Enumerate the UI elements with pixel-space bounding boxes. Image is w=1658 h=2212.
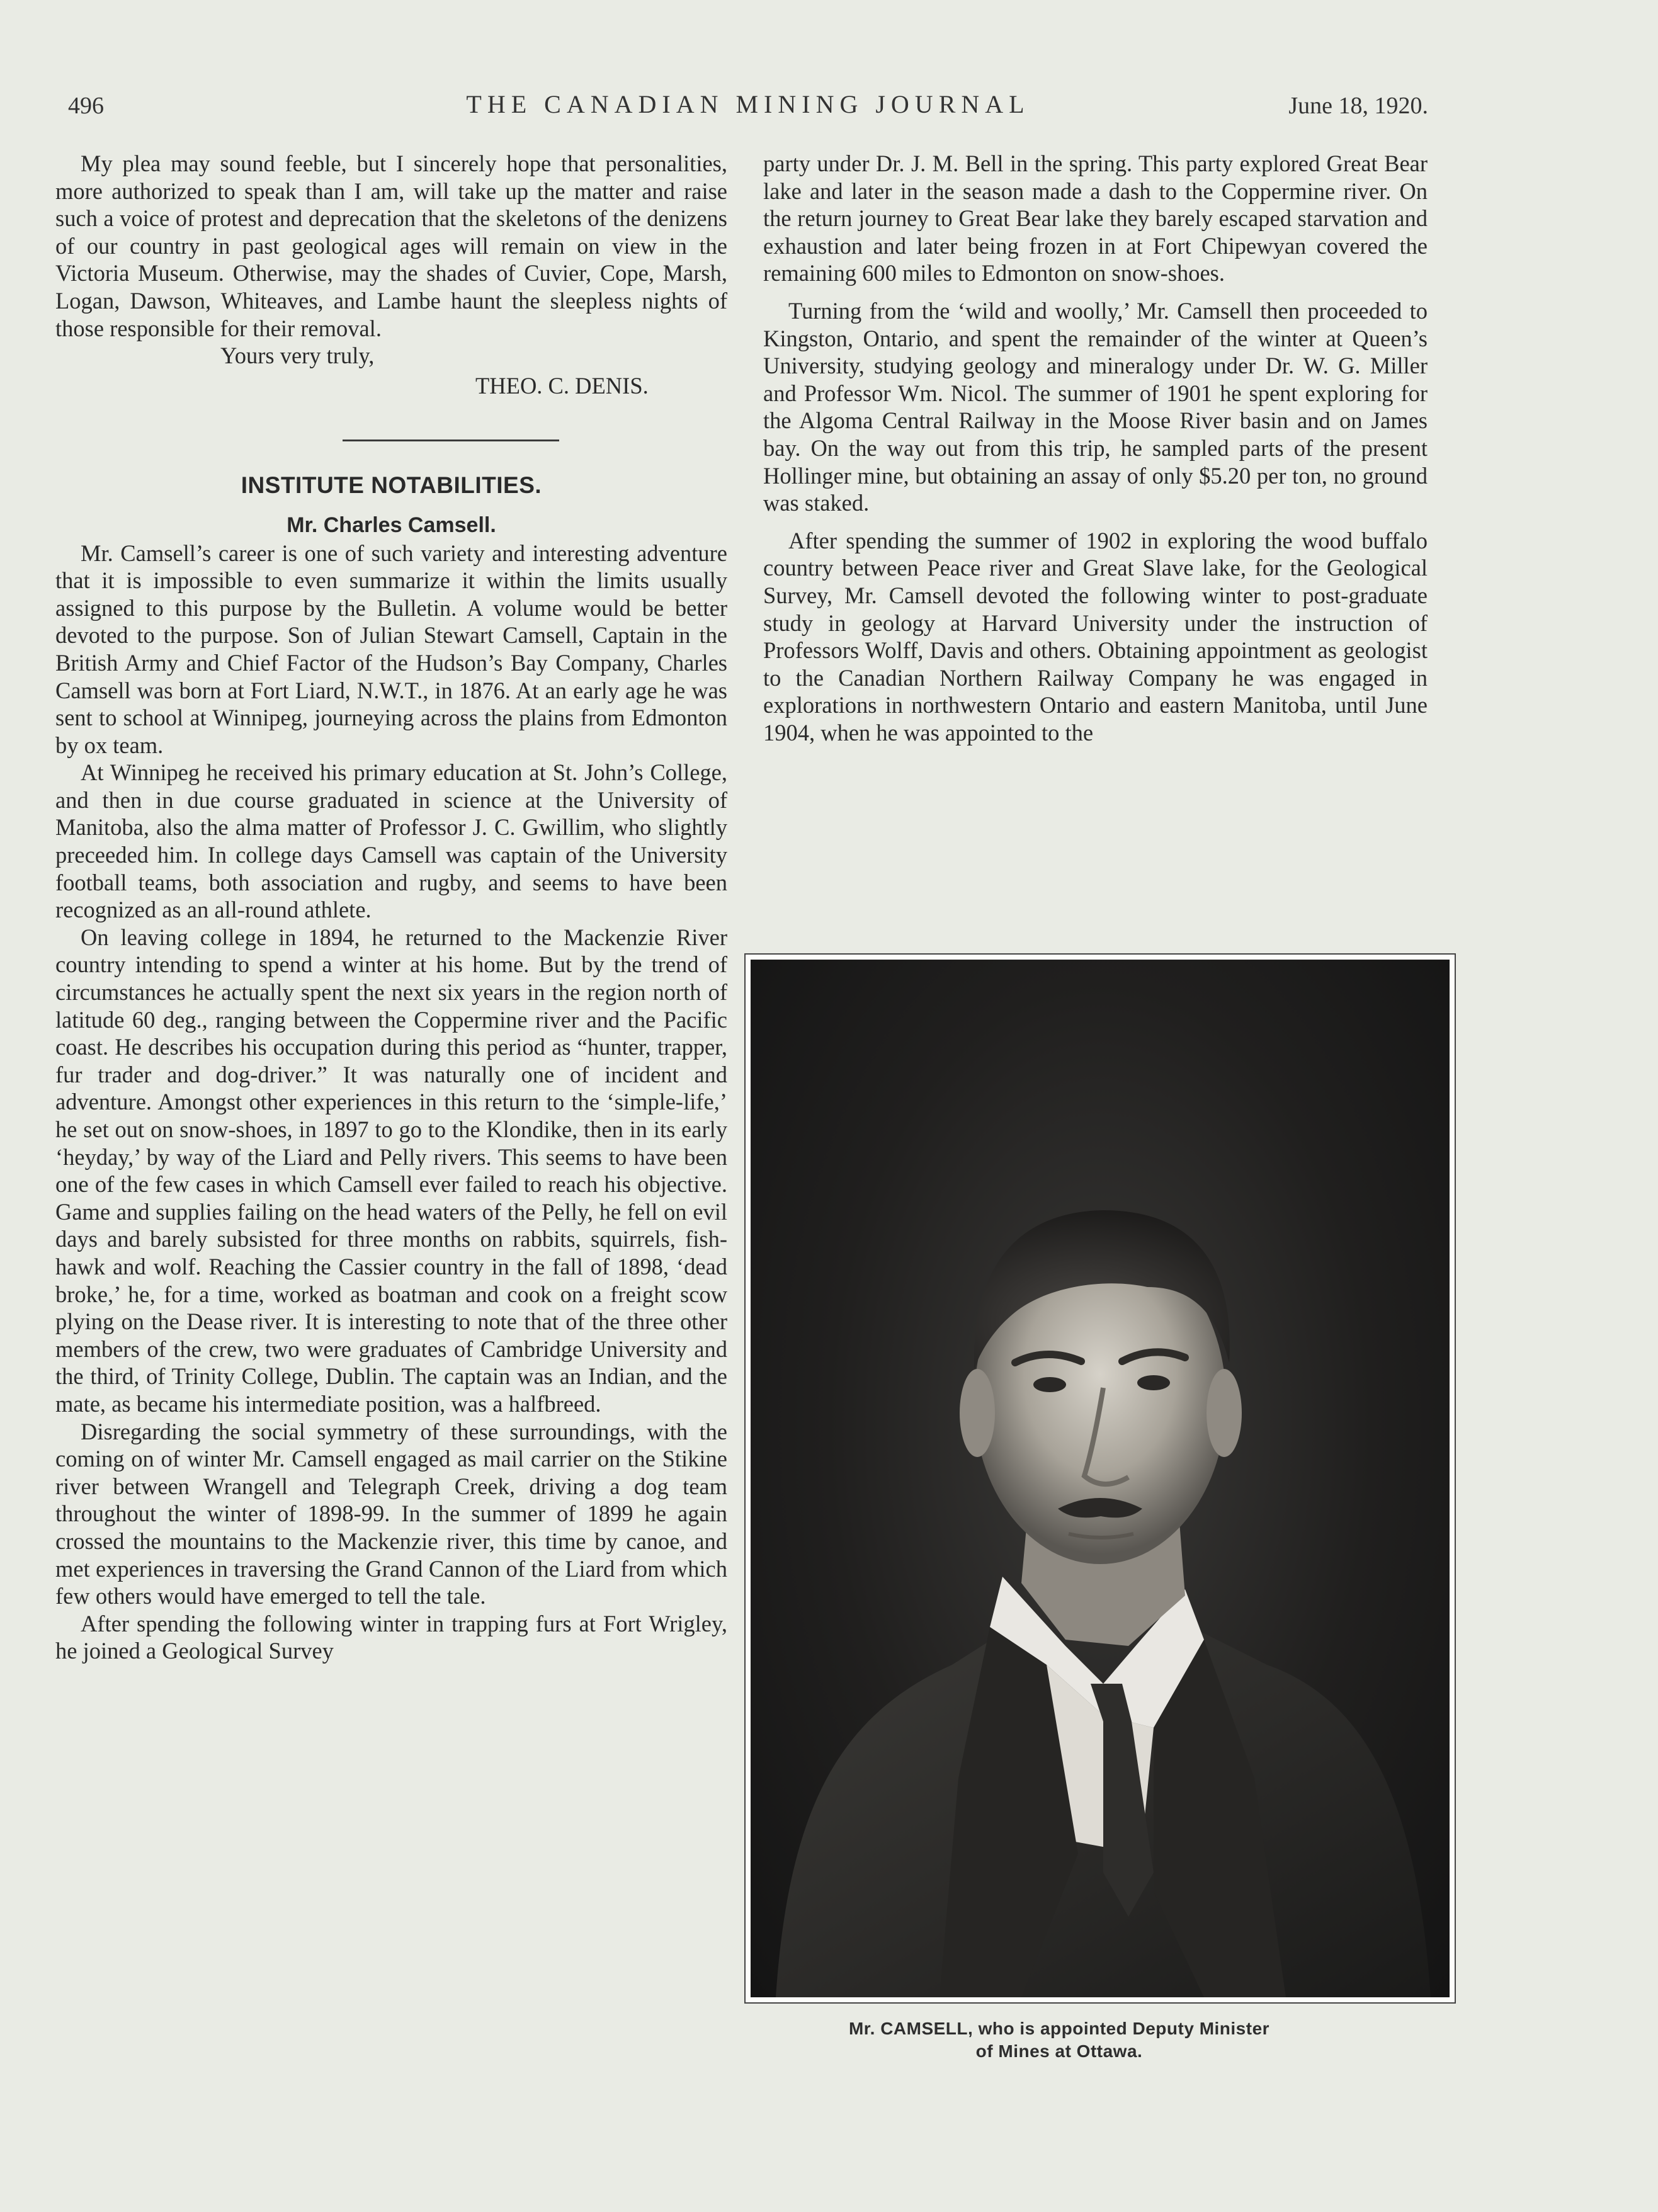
article-paragraph: Turning from the ‘wild and woolly,’ Mr. Camsell then proceeded to Kingston, Ontario, and spent the remainder of the winter at Queen’s University, studying geology and mineralogy under Dr. W. G. Miller and Professor Wm. Nicol. The summer of 1901 he spent exploring for the Algoma Central Railway in the Moose River basin and on James bay. On the way out from this trip, he sampled parts of the present Hollinger mine, but obtaining an assay of only $5.20 per ton, no ground was staked. xyxy=(763,297,1428,516)
article-subtitle: Mr. Charles Camsell. xyxy=(287,513,496,537)
article-paragraph: Disregarding the social symmetry of these surroundings, with the coming on of winter Mr. Camsell engaged as mail carrier on the Stikine river between Wrangell and Telegraph Creek, driving a dog team throughout the winter of 1898-99. In the summer of 1899 he again crossed the mountains to the Mackenzie river, this time by canoe, and met experiences in traversing the Grand Cannon of the Liard from which few others would have emerged to tell the tale. xyxy=(55,1418,727,1609)
letter-signature: THEO. C. DENIS. xyxy=(475,372,649,399)
caption-line: Mr. CAMSELL, who is appointed Deputy Minister xyxy=(848,2019,1270,2038)
article-paragraph: After spending the summer of 1902 in exploring the wood buffalo country between Peace river and Great Slave lake, for the Geological Survey, Mr. Camsell devoted the following winter to post-graduate study in geology at Harvard University under the instruction of Professors Wolff, Davis and others. Obtaining appointment as geologist to the Canadian Northern Railway Company he was engaged in explorations in northwestern Ontario and eastern Manitoba, until June 1904, when he was appointed to the xyxy=(763,527,1428,746)
caption-line: of Mines at Ottawa. xyxy=(975,2041,1143,2061)
article-paragraph: On leaving college in 1894, he returned to the Mackenzie River country intending to spend a winter at his home. But by the trend of circumstances he actually spent the next six years in the region north of latitude 60 deg., ranging between the Coppermine river and the Pacific coast. He describes his occupation during this period as “hunter, trapper, fur trader and dog-driver.” It was naturally one of incident and adventure. Amongst other experiences in this return to the ‘simple-life,’ he set out on snow-shoes, in 1897 to go to the Klondike, then in its early ‘heyday,’ by way of the Liard and Pelly rivers. This seems to have been one of the few cases in which Camsell ever failed to reach his objective. Game and supplies failing on the head waters of the Pelly, he fell on evil days and barely subsisted for three months on rabbits, squirrels, fish-hawk and wolf. Reaching the Cassier country in the fall of 1898, ‘dead broke,’ he, for a time, worked as boatman and cook on a freight scow plying on the Dease river. It is interesting to note that of the three other members of the crew, two were graduates of Cambridge University and the third, of Trinity College, Dublin. The captain was an Indian, and the mate, as became his intermediate position, was a halfbreed. xyxy=(55,924,727,1417)
article-paragraph: party under Dr. J. M. Bell in the spring. This party explored Great Bear lake and later in the season made a dash to the Coppermine river. On the return journey to Great Bear lake they barely escaped starvation and exhaustion and later being frozen in at Fort Chipewyan covered the remaining 600 miles to Edmonton on snow-shoes. xyxy=(763,150,1428,286)
portrait-photo xyxy=(751,960,1450,1997)
page-number: 496 xyxy=(68,93,104,119)
issue-date: June 18, 1920. xyxy=(1288,93,1428,119)
portrait-photo-frame xyxy=(744,953,1456,2004)
left-column xyxy=(55,150,727,1665)
photo-caption xyxy=(744,2017,1374,2063)
article-paragraph: At Winnipeg he received his primary education at St. John’s College, and then in due course graduated in science at the University of Manitoba, also the alma matter of Professor J. C. Gwillim, who slightly preceeded him. In college days Camsell was captain of the University football teams, both association and rugby, and seems to have been recognized as an all-round athlete. xyxy=(55,759,727,923)
article-paragraph: Mr. Camsell’s career is one of such variety and interesting adventure that it is impossible to even summarize it within the limits usually assigned to this purpose by the Bulletin. A volume would be better devoted to the purpose. Son of Julian Stewart Camsell, Captain in the British Army and Chief Factor of the Hudson’s Bay Company, Charles Camsell was born at Fort Liard, N.W.T., in 1876. At an early age he was sent to school at Winnipeg, journeying across the plains from Edmonton by ox team. xyxy=(55,540,727,758)
letter-body: My plea may sound feeble, but I sincerely hope that personalities, more authorized to speak than I am, will take up the matter and raise such a voice of protest and deprecation that the skeletons of the denizens of our country in past geological ages will remain on view in the Victoria Museum. Otherwise, may the shades of Cuvier, Cope, Marsh, Logan, Dawson, Whiteaves, and Lambe haunt the sleepless nights of those responsible for their removal. xyxy=(55,150,727,341)
section-divider xyxy=(343,440,559,441)
section-title: INSTITUTE NOTABILITIES. xyxy=(241,472,542,499)
portrait-image xyxy=(751,960,1450,1997)
article-paragraph: After spending the following winter in trapping furs at Fort Wrigley, he joined a Geological Survey xyxy=(55,1610,727,1664)
running-header xyxy=(68,89,1428,125)
journal-title: THE CANADIAN MINING JOURNAL xyxy=(466,90,1030,118)
letter-closing: Yours very truly, xyxy=(220,343,375,369)
right-column xyxy=(763,150,1428,746)
